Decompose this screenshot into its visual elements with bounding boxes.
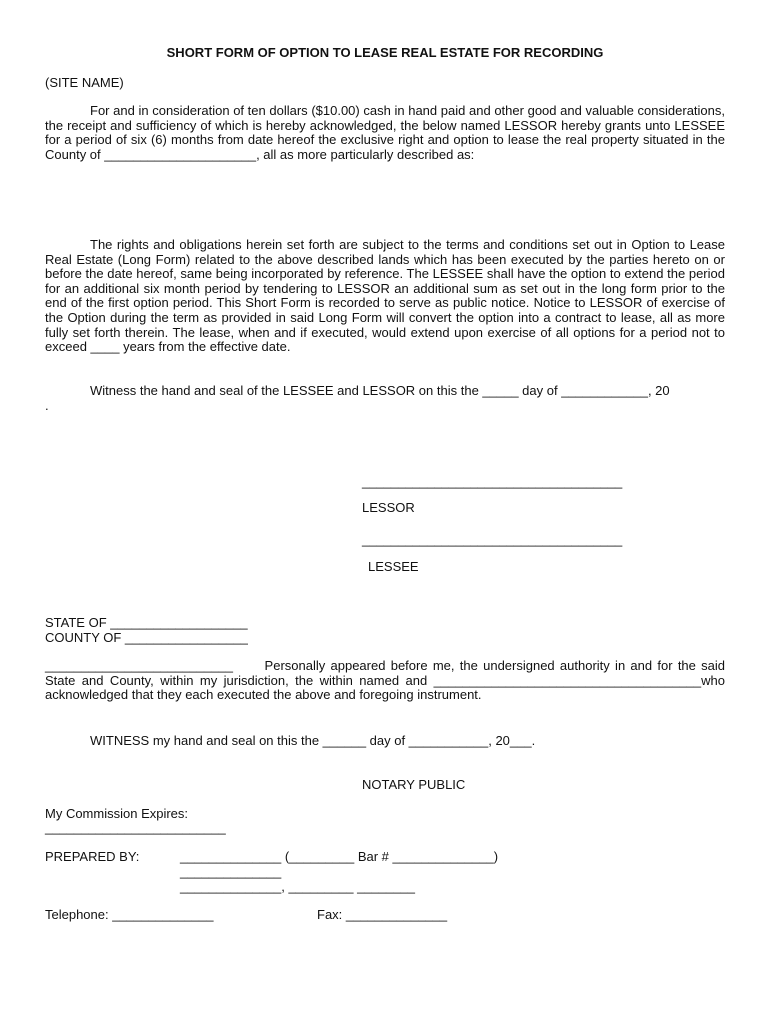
state-of-line: STATE OF ___________________ bbox=[45, 615, 248, 630]
document-title: SHORT FORM OF OPTION TO LEASE REAL ESTATE FOR RECORDING bbox=[166, 45, 604, 60]
commission-expires-label: My Commission Expires: bbox=[45, 806, 189, 821]
notary-witness-statement: WITNESS my hand and seal on this the ______ day of ___________, 20___. bbox=[90, 733, 536, 748]
lessee-signature-line: ____________________________________ bbox=[362, 532, 623, 547]
commission-expires-line: _________________________ bbox=[45, 820, 226, 835]
prepared-by-name-bar-line: ______________ (_________ Bar # ______________) bbox=[180, 849, 499, 864]
lessor-label: LESSOR bbox=[362, 500, 415, 515]
rights-obligations-paragraph: The rights and obligations herein set forth are subject to the terms and conditions set out in Option to Lease Real Estate (Long Form) related to the above described lands which has been executed by the parties hereto on or before the date hereof, same being incorporated by reference. The LESSEE shall have the option to extend the period for an additional six month period by tendering to LESSOR an additional sum as set out in the long form prior to the end of the first option period. This Short Form is recorded to serve as public notice. Notice to LESSOR of exercise of the Option during the term as provided in said Long Form will convert the option into a contract to lease, all as more fully set forth therein. The lease, when and if executed, would extend upon exercise of all options for a period not to exceed ____ years from the effective date. bbox=[45, 237, 725, 355]
prepared-by-address-line: ______________ bbox=[180, 864, 282, 879]
notary-public-label: NOTARY PUBLIC bbox=[362, 777, 466, 792]
prepared-by-label: PREPARED BY: bbox=[45, 849, 140, 864]
telephone-line: Telephone: ______________ bbox=[45, 907, 214, 922]
county-of-line: COUNTY OF _________________ bbox=[45, 630, 248, 645]
witness-statement: Witness the hand and seal of the LESSEE and LESSOR on this the _____ day of ____________, 20 bbox=[90, 383, 670, 398]
notary-acknowledgment-paragraph: __________________________ Personally appeared before me, the undersigned authority in and for the said State and County, within my jurisdiction, the within named and _____________________________________who acknowledged that they each executed the above and foregoing instrument. bbox=[45, 658, 729, 703]
consideration-paragraph: For and in consideration of ten dollars ($10.00) cash in hand paid and other good and valuable considerations, the receipt and sufficiency of which is hereby acknowledged, the below named LESSOR hereby grants unto LESSEE for a period of six (6) months from date hereof the exclusive right and option to lease the real property situated in the County of _____________________, all as more particularly described as: bbox=[45, 103, 725, 162]
fax-line: Fax: ______________ bbox=[317, 907, 448, 922]
lessee-label: LESSEE bbox=[368, 559, 419, 574]
lessor-signature-line: ____________________________________ bbox=[362, 474, 623, 489]
prepared-by-city-state-zip-line: ______________, _________ ________ bbox=[180, 879, 415, 894]
witness-statement-period: . bbox=[45, 398, 49, 413]
site-name: (SITE NAME) bbox=[45, 75, 124, 90]
